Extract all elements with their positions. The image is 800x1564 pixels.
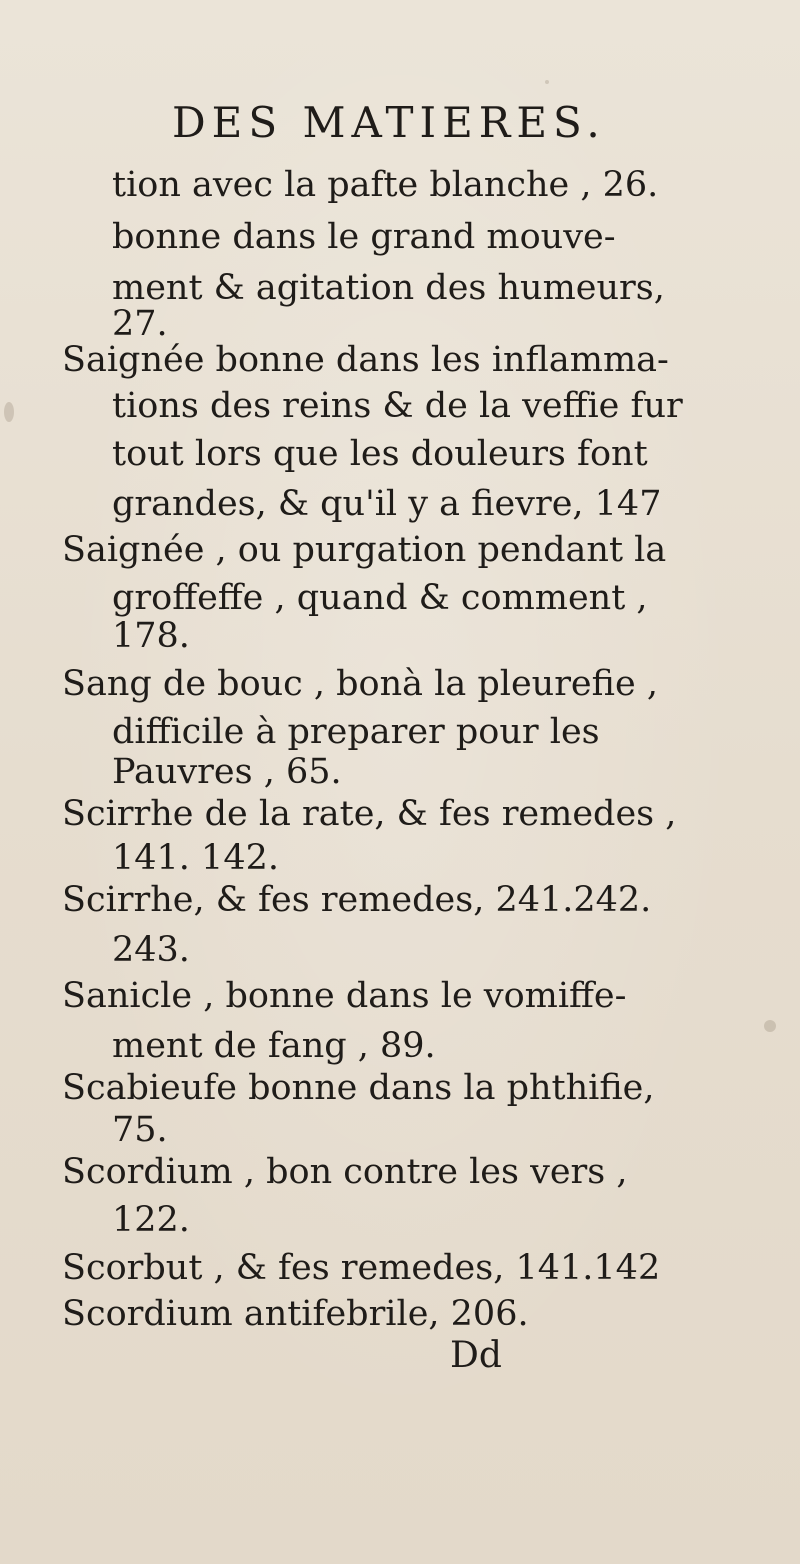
index-line: tout lors que les douleurs font: [112, 434, 648, 474]
index-line: Scirrhe, & fes remedes, 241.242.: [62, 880, 652, 920]
index-line: 122.: [112, 1200, 190, 1240]
signature-mark: Dd: [450, 1335, 502, 1376]
index-line: 141. 142.: [112, 838, 279, 878]
index-line: Saignée , ou purgation pendant la: [62, 530, 667, 570]
index-line: 178.: [112, 616, 190, 656]
index-line: groffeffe , quand & comment ,: [112, 578, 648, 618]
index-line: Scirrhe de la rate, & fes remedes ,: [62, 794, 677, 834]
index-line: difficile à preparer pour les: [112, 712, 600, 752]
index-line: Saignée bonne dans les inflamma-: [62, 340, 669, 380]
index-line: Sang de bouc , bonà la pleurefie ,: [62, 664, 658, 704]
index-line: bonne dans le grand mouve-: [112, 217, 616, 257]
index-line: Scordium , bon contre les vers ,: [62, 1152, 628, 1192]
index-line: tion avec la pafte blanche , 26.: [112, 165, 659, 205]
index-line: tions des reins & de la veffie fur: [112, 386, 683, 426]
index-line: grandes, & qu'il y a fievre, 147: [112, 484, 662, 524]
index-line: Scorbut , & fes remedes, 141.142: [62, 1248, 661, 1288]
index-line: ment de fang , 89.: [112, 1026, 436, 1066]
page-header: DES MATIERES.: [172, 98, 606, 147]
ink-smudge: [545, 80, 549, 84]
index-line: 75.: [112, 1110, 168, 1150]
ink-smudge: [4, 402, 14, 422]
index-line: 243.: [112, 930, 190, 970]
ink-smudge: [764, 1020, 776, 1032]
index-line: 27.: [112, 304, 168, 344]
index-line: Scabieufe bonne dans la phthifie,: [62, 1068, 655, 1108]
index-line: ment & agitation des humeurs,: [112, 268, 665, 308]
index-line: Sanicle , bonne dans le vomiffe-: [62, 976, 627, 1016]
index-line: Pauvres , 65.: [112, 752, 342, 792]
index-line: Scordium antifebrile, 206.: [62, 1294, 529, 1334]
